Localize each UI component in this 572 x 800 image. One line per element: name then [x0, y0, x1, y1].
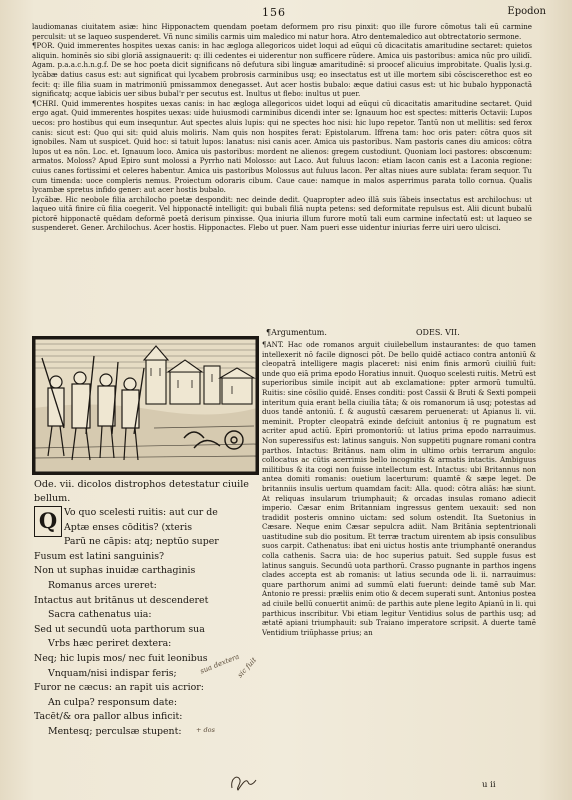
marginal-note: sua dextera: [199, 652, 241, 676]
ode-title: Ode. vii. dicolos distrophos detestatur ciuile bellum.: [34, 479, 249, 504]
initial-letter: Q: [38, 508, 58, 533]
verse-line: Parū ne cāpis: atq; neptūo super: [64, 536, 219, 548]
verse-line: Fusum est latini sanguinis?: [34, 550, 165, 562]
verse-line: Vo quo scelesti ruitis: aut cur de: [64, 507, 218, 518]
verse-line: Sacra cathenatus uia:: [48, 609, 152, 621]
verse-line: Non ut suphas inuidæ carthaginis: [34, 565, 196, 577]
verse-line: Tacēt/& ora pallor albus inficit:: [34, 711, 183, 723]
argumentum-heading: [266, 328, 460, 337]
marginal-note: sic fuit: [236, 656, 259, 680]
running-head: [0, 6, 572, 22]
commentary-top: [32, 22, 532, 322]
argumentum-commentary: [262, 340, 536, 770]
verse-line: Vrbs hæc periret dextera:: [48, 638, 172, 650]
woodcut-illustration: [32, 336, 259, 475]
commentary-paragraph: ¶POR. Quid immerentes hospites uexas canis: in hac ægloga allegoricos uidet loqui ad eūqui cū dicacitatis amaritudine sectaret: quietos aliquin. hominēs sio sibi gloriā assignauerit: q: illi cedentes ei uiderentur non sufficere rūdere. Amica uis pastoribus: amica nūc pro uilidī. Agam. p.a.a.c.h.n.g.f. De se hoc poeta dicit significans nō defutura sibi linguæ amaritudinē: si proocef alicuius improbitate. Qualis ly.si.g. lycābæ datius casus est: aut significat qui lycabem probrosis carminibus usq; eo insectatus est ut ille mortem sibi cōsciscerethoc est eo fecit: q: ille filia suam in matrimoniū pmissammox denegasset. Aut acer hostis bubalo: æque datiui casus est: ut hic bubalo hypponactā significatq; acque ïabicis uer sibus bubal'r per secutus est. Inultus ut flebo: inultus ut puer.: [32, 41, 532, 99]
verse-line: Furor ne cæcus: an rapit uis acrior:: [34, 682, 204, 694]
verse-line: Sed ut secundū uota parthorum sua: [34, 623, 205, 635]
argumentum-text: ¶ANT. Hac ode romanos arguit ciuilebellum instaurantes: de quo tamen intellexerit nō facile dignosci pōt. De bello quidē actiaco contra antoniū & cleopatrā intelligere magis placeret: nisi enim finis armorū ciuiliū fuit: unde quo eiā prima epodo Horatius innuit. Quoquo scelesti ruitis. Metrū est superioribus simile incipit aut ab exclamatione: ppter armorū tumultū. Ruitis: sine cōsilio quidē. Enses conditi: post Cassii & Bruti & Sexti pompeii interitum quia erant bella ciuilia tāta; & ois romanorum iā usq; potestas ad duos tandē antoniū. f. & augustū cæsarem peruenerat: ut Apianus li. vii. meminit. Propter cleopatrā exinde defciuit antonius q̄ re pugnatum est acriter apud actiū. Epiri promontoriū: ut latius prima epodo narrauimus. Non superessifus est: latinus sanguis. Non suppetiti pugnare romani contra parthos. Intactus: Britānus. nam olim in ultimo orbis terrarum angulo: collocatus ac cūtis acerrimis bello incognitis & armatis intactis. Ambiguus militibus & ita cogi non fuisse intellectum est. Intactus: ubi Britannus non antea domiti romanis: ouetium lacerturum: quamtē & sæpe leget. De britanniis insulis uertum quamdam facit: Alla. quod: cōtra aliās: hæ siunt. At reliquas insularum triumphauit; & orcadas insulas romano adiecit imperio. Cæsar enim Britanniam ingressus gentem uexauit: sed non tradidit posteris omnino uictam: sed solum ostendit. Ita Suetonius in Cæsare. Neque enim Cæsar sepulcra adiit. Nam Britānia septentrionali uastitudine sub dio positum. Et terræ tractum uirentem ab ipsis consulibus suos carpit. Cathenatus: ibat eni uictus hostis ante triumphantē onerandus colla cathenis. Sacra uia: de hoc superius patuit. Sed supple fusus est latinus sanguis. Secundū uota parthorū. Crasso pugnante in parthos ingens clades accepta est ab romanis: ut latius secunda ode li. ii. narrauimus: quare parthorum animi ad summū elati fuerunt: deinde tamē sub Mar. Antonio re pressi: præliis enim otio & decem superati sunt. Antonius postea ad ciuile bellū conuertit animū: de parthis aute plene legito Apianū in li. qui parthicus inscribitur. Vbi etiam legitur Ventidius solus de parthis usq; ad ætatē apiani triumphauit: sub Traiano imperatore scripsit. A duerte tamē Ventidium triūphasse prius; an: [262, 340, 536, 637]
commentary-paragraph: ¶CHRI. Quid immerentes hospites uexas canis: in hac ægloga allegoricos uidet loqui ad eūqui cū dicacitatis amaritudine sectaret. Quid ergo agat. Quid immerentes hospites uexas: uide huiusmodi carminibus dicendi inter se: Ignauum hoc est spectes: mitteris Octavii: Lupos uecos: pro hostibus qui eum insequntur. Aut spectes aluis lupis: qui ne spectes hoc nisi: hic lupo repetor. Tantū non ut mellitis: sed ferox canis: sicut est: Quo qui sit: quid aluis moliris. Nam quis non hospites ferat: Epistolarum. Iffrena tam: hoc oris pater: cōtra quos sit ignobiles. Nam ut suspicet. Quid hoc: si tatuit lupos: lanatus: nisi canis acer. Amica uis pastoribus. Nam pastoris canes diu amicos: cōtra lupos ut ea nōn. Loc. et. Ignauum loco. Amica uis pastoribus: mordent ne alienos: gregem custodiunt. Quoniam loci pastores: obscœnum: armatos. Moloss? Apud Epiro sunt molossi a Pyrrho nati Molosso: aut Laco. Aut fuluus lacon: etiam lacon canis est a Laconia regione: cuius canes fortissimi et celeres habentur. Amica uis pastoribus Molossus aut fuluus lacon. Per altas niues aure sublata: feram sequor. Tu cum timenda: uoce compleris nemus. Proiectum odoraris cibum. Caue caue: namque in malos asperrimus parata tollo cornua. Qualis lycambæ spretus infido gener: aut acer hostis bubalo.: [32, 98, 532, 195]
marginal-note: + dos: [196, 726, 215, 734]
verse-line: Romanus arces ureret:: [48, 579, 157, 591]
verse-line: Vnquam/nisi indispar feris;: [48, 667, 177, 679]
ode-number: ODES. VII.: [416, 328, 460, 337]
commentary-paragraph: Lycābæ. Hic neobole filia archilocho poetæ despondit: nec deinde dedit. Quapropter adeo illā suis ïābeis insectatus est archilochus: ut laqueo uitā finire cū filia coegerit. Vel hipponactē intelligit: qui bubali filiā nupta petens: sed deformitate repulsus est. Alii dicunt bubalū pictorē hipponactē quēdam deformē poetā derisum pinxisse. Qua iniuria illum furore motū tali eum carmine infectatū est: ut laqueo se suspenderet. Gener. Archilochus. Acer hostis. Hipponactes. Flebo ut puer. Nam pueri esse uidentur iniurias ferre uiri uero ulcisci.: [32, 194, 532, 233]
verse-line: Mentesq; perculsæ stupent:: [48, 725, 182, 737]
commentary-paragraph: laudiomanas ciuitatem asiæ: hinc Hipponactem quendam poetam deformem pro risu pinxit: quo ille furore cōmotus tali eū carmine perculsit: ut se laqueo suspenderet. Vñ nunc similis carmis uim maledico mi natur hora. Atro dentemaledico aut obtrectatorio sermone.: [32, 22, 532, 41]
signature-mark: u ii: [482, 780, 496, 790]
folio-number: 156: [262, 6, 286, 19]
verse-line: An culpa? responsum date:: [48, 696, 177, 708]
verse-line: Intactus aut britānus ut descenderet: [34, 594, 209, 606]
ode-verse: [34, 506, 266, 740]
verse-line: Aptæ enses cōditis? (xteris: [64, 521, 193, 533]
argumentum-label: ¶Argumentum.: [266, 328, 327, 337]
handwritten-signature: [226, 770, 260, 794]
verse-line: Neq; hic lupis mos/ nec fuit leonibus: [34, 652, 208, 664]
section-title: Epodon: [507, 6, 546, 17]
woodcut-scene: [34, 338, 257, 473]
